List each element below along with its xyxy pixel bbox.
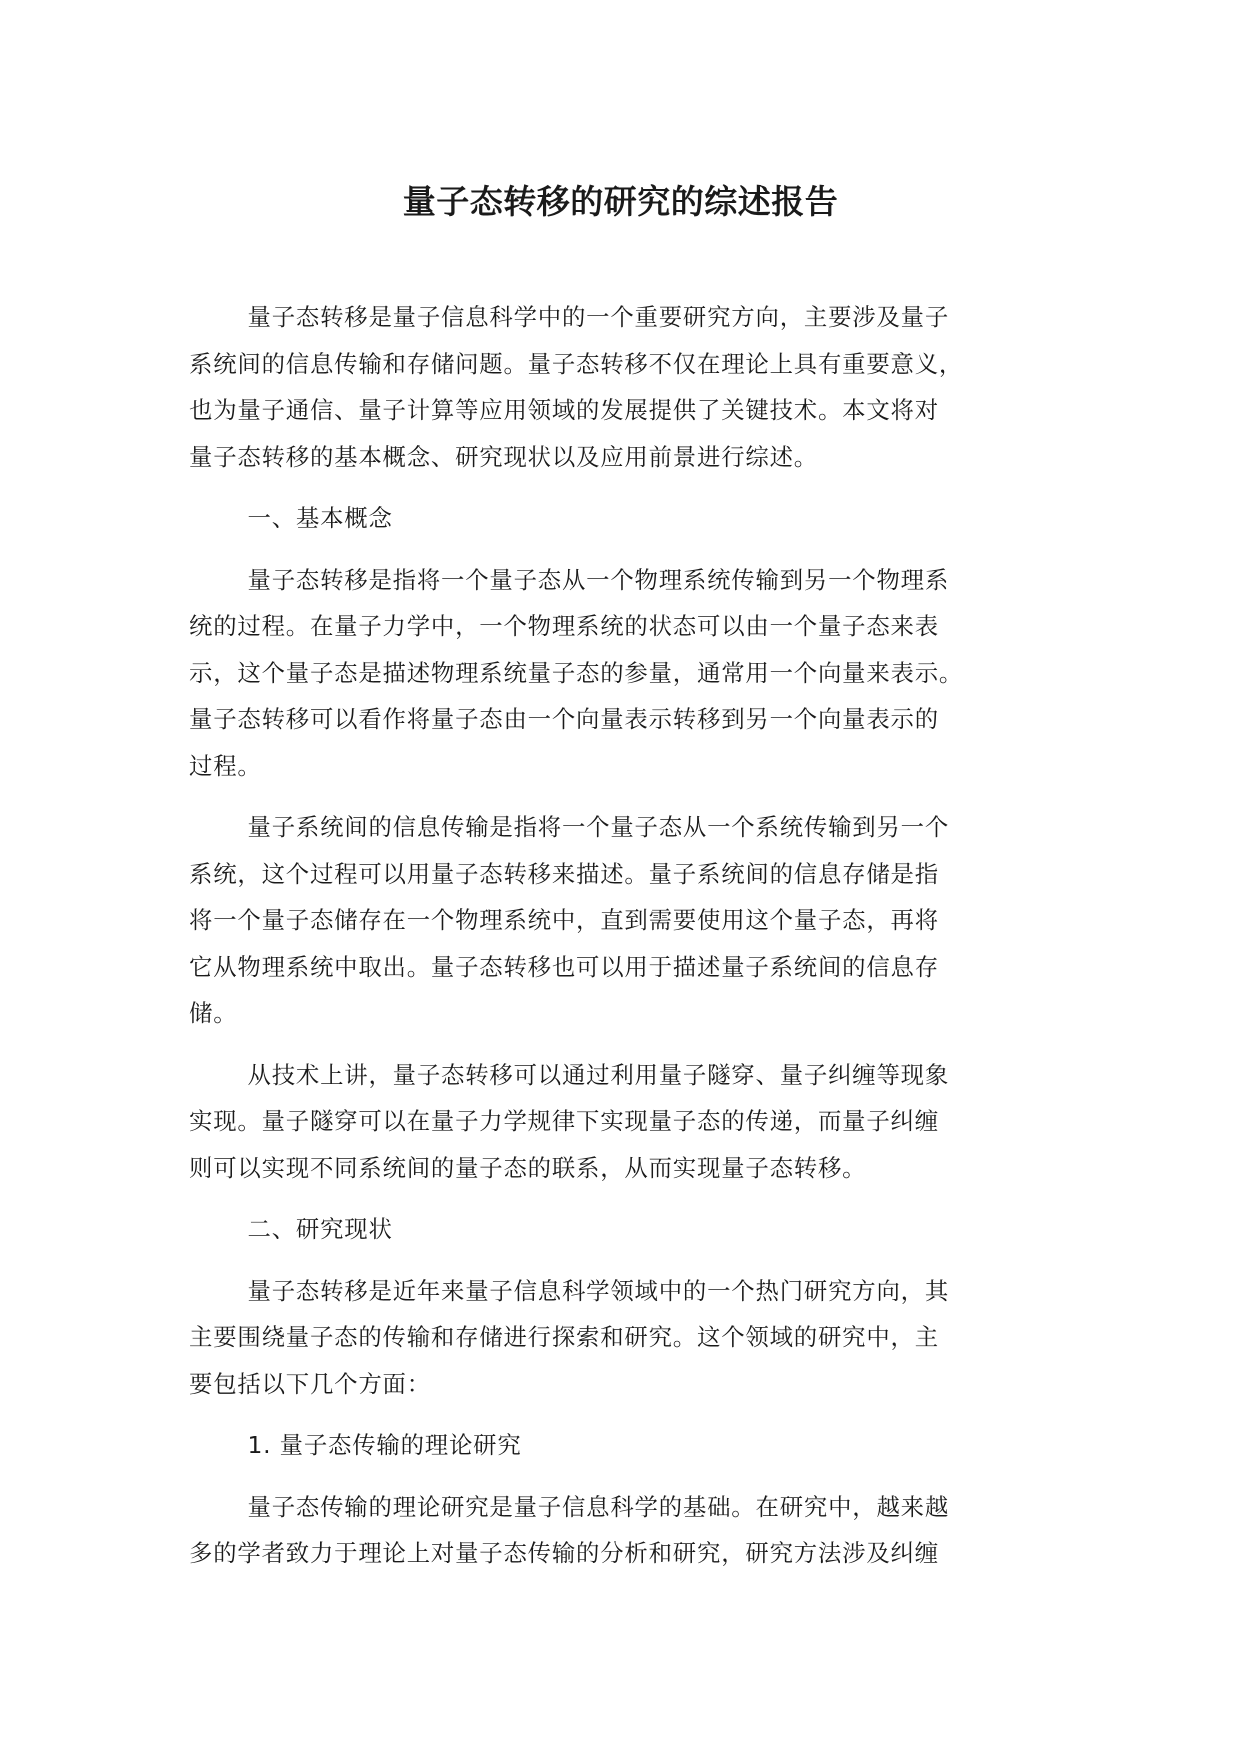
section-heading <box>189 1206 1049 1253</box>
text-line: 多的学者致力于理论上对量子态传输的分析和研究，研究方法涉及纠缠 <box>189 1539 939 1567</box>
section-heading <box>189 495 1049 542</box>
paragraph <box>189 804 1049 1037</box>
text-line: 过程。 <box>189 751 262 780</box>
text-line: 量子态转移可以看作将量子态由一个向量表示转移到另一个向量表示的 <box>189 705 939 733</box>
text-line: 示，这个量子态是描述物理系统量子态的参量，通常用一个向量来表示。 <box>189 658 964 687</box>
text-line: 量子态转移是近年来量子信息科学领域中的一个热门研究方向，其 <box>247 1276 950 1305</box>
text-line: 它从物理系统中取出。量子态转移也可以用于描述量子系统间的信息存 <box>189 952 939 981</box>
text-line: 统的过程。在量子力学中，一个物理系统的状态可以由一个量子态来表 <box>189 612 939 640</box>
paragraph <box>189 557 1049 790</box>
paragraph <box>189 1052 1049 1192</box>
text-line: 从技术上讲，量子态转移可以通过利用量子隧穿、量子纠缠等现象 <box>247 1060 950 1089</box>
paragraph <box>189 294 1049 480</box>
text-line: 1. 量子态传输的理论研究 <box>247 1431 522 1459</box>
text-line: 系统，这个过程可以用量子态转移来描述。量子系统间的信息存储是指 <box>189 859 939 888</box>
text-line: 要包括以下几个方面： <box>189 1369 431 1398</box>
text-line: 量子态转移的基本概念、研究现状以及应用前景进行综述。 <box>189 442 818 471</box>
text-line: 实现。量子隧穿可以在量子力学规律下实现量子态的传递，而量子纠缠 <box>189 1107 939 1135</box>
text-line: 储。 <box>189 999 238 1027</box>
text-line: 主要围绕量子态的传输和存储进行探索和研究。这个领域的研究中，主 <box>189 1323 939 1351</box>
paragraph <box>189 1268 1049 1408</box>
document-body <box>189 294 1049 1592</box>
text-line: 则可以实现不同系统间的量子态的联系，从而实现量子态转移。 <box>189 1153 867 1182</box>
text-line: 一、基本概念 <box>247 504 393 532</box>
text-line: 量子系统间的信息传输是指将一个量子态从一个系统传输到另一个 <box>247 813 950 841</box>
text-line: 系统间的信息传输和存储问题。量子态转移不仅在理论上具有重要意义， <box>189 349 964 378</box>
text-line: 量子态转移是量子信息科学中的一个重要研究方向，主要涉及量子 <box>247 303 950 331</box>
text-line: 也为量子通信、量子计算等应用领域的发展提供了关键技术。本文将对 <box>189 396 939 424</box>
text-line: 量子态转移是指将一个量子态从一个物理系统传输到另一个物理系 <box>247 565 950 594</box>
section-heading <box>189 1422 1049 1469</box>
document-title: 量子态转移的研究的综述报告 <box>402 182 839 221</box>
text-line: 二、研究现状 <box>247 1215 393 1243</box>
text-line: 将一个量子态储存在一个物理系统中，直到需要使用这个量子态，再将 <box>189 906 939 934</box>
paragraph <box>189 1484 1049 1577</box>
text-line: 量子态传输的理论研究是量子信息科学的基础。在研究中，越来越 <box>247 1492 950 1521</box>
